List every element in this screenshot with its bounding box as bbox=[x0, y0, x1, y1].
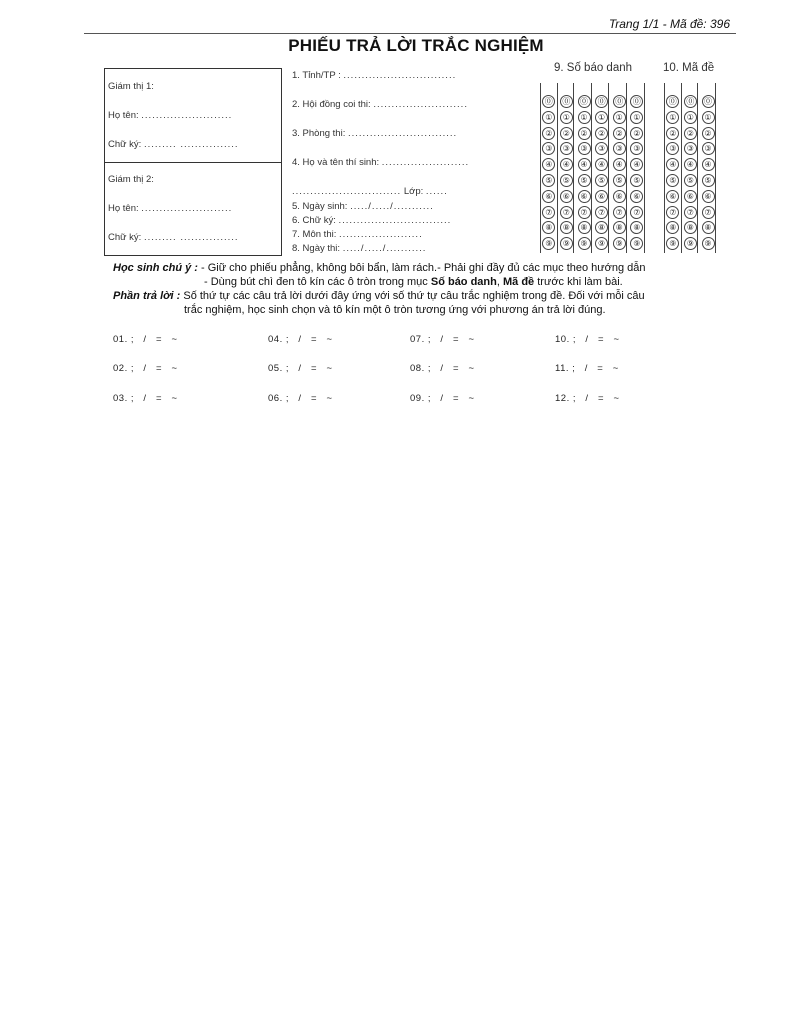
candidate-number-bubble[interactable]: ⑧ bbox=[560, 221, 573, 234]
exam-date-label: 8. Ngày thi: bbox=[292, 243, 341, 254]
answer-number: 05. bbox=[268, 363, 283, 374]
proctor-2-sign-label: Chữ ký: bbox=[108, 232, 142, 243]
exam-code-bubble[interactable]: ① bbox=[702, 111, 715, 124]
answer-choices[interactable]: ; / = ~ bbox=[285, 363, 333, 374]
exam-code-bubble[interactable]: ⑨ bbox=[666, 237, 679, 250]
exam-code-bubble[interactable]: ② bbox=[684, 127, 697, 140]
subject-input[interactable]: ....................... bbox=[339, 229, 423, 240]
class-label: Lớp: bbox=[403, 186, 424, 197]
answer-number: 01. bbox=[113, 334, 128, 345]
exam-code-grid bbox=[664, 83, 717, 253]
candidate-number-bubble[interactable]: ② bbox=[630, 127, 643, 140]
proctor-2-name-dots[interactable]: ......................... bbox=[141, 203, 233, 214]
candidate-number-bubble[interactable]: ④ bbox=[613, 158, 626, 171]
proctor-2-sign-dots[interactable]: ......... ................ bbox=[143, 232, 239, 243]
answer-row bbox=[410, 334, 475, 345]
exam-code-bubble[interactable]: ⑥ bbox=[702, 190, 715, 203]
room-field bbox=[292, 128, 457, 139]
page-code: Trang 1/1 - Mã đề: 396 bbox=[608, 17, 730, 31]
answer-note-line-1 bbox=[113, 290, 645, 302]
candidate-number-bubble[interactable]: ④ bbox=[578, 158, 591, 171]
candidate-number-bubble[interactable]: ① bbox=[595, 111, 608, 124]
student-note-exam-code: Mã đề bbox=[502, 276, 535, 288]
candidate-number-bubble[interactable]: ② bbox=[560, 127, 573, 140]
council-input[interactable]: .......................... bbox=[373, 99, 468, 110]
header-divider bbox=[84, 33, 736, 34]
signature-input[interactable]: ............................... bbox=[338, 215, 452, 226]
answer-row bbox=[113, 334, 178, 345]
answer-number: 03. bbox=[113, 393, 128, 404]
answer-number: 09. bbox=[410, 393, 425, 404]
answer-number: 07. bbox=[410, 334, 425, 345]
student-note-label: Học sinh chú ý : bbox=[113, 262, 198, 274]
candidate-number-bubble[interactable]: ⑧ bbox=[613, 221, 626, 234]
answer-choices[interactable]: ; / = ~ bbox=[285, 393, 333, 404]
candidate-number-bubble[interactable]: ⑧ bbox=[578, 221, 591, 234]
candidate-number-bubble[interactable]: ③ bbox=[560, 142, 573, 155]
candidate-number-bubble[interactable]: ③ bbox=[578, 142, 591, 155]
exam-code-bubble[interactable]: ⑤ bbox=[666, 174, 679, 187]
dob-label: 5. Ngày sinh: bbox=[292, 201, 348, 212]
candidate-number-bubble[interactable]: ⑤ bbox=[542, 174, 555, 187]
candidate-number-bubble[interactable]: ⑨ bbox=[542, 237, 555, 250]
subject-field bbox=[292, 229, 423, 240]
exam-code-bubble[interactable]: ⑦ bbox=[702, 206, 715, 219]
candidate-number-bubble[interactable]: ⑨ bbox=[560, 237, 573, 250]
candidate-number-bubble[interactable]: ⑦ bbox=[595, 206, 608, 219]
candidate-number-bubble[interactable]: ⑨ bbox=[630, 237, 643, 250]
candidate-number-bubble[interactable]: ⑥ bbox=[560, 190, 573, 203]
candidate-number-bubble[interactable]: ③ bbox=[542, 142, 555, 155]
candidate-number-bubble[interactable]: ⑦ bbox=[630, 206, 643, 219]
candidate-number-bubble[interactable]: ⑧ bbox=[542, 221, 555, 234]
exam-code-bubble[interactable]: ⑤ bbox=[684, 174, 697, 187]
exam-code-bubble[interactable]: ⑧ bbox=[702, 221, 715, 234]
candidate-number-bubble[interactable]: ⓪ bbox=[560, 95, 573, 108]
candidate-number-bubble[interactable]: ⓪ bbox=[613, 95, 626, 108]
candidate-number-bubble[interactable]: ⑨ bbox=[613, 237, 626, 250]
exam-code-bubble[interactable]: ② bbox=[666, 127, 679, 140]
candidate-number-grid bbox=[540, 83, 646, 253]
answer-choices[interactable]: ; / = ~ bbox=[572, 334, 620, 345]
exam-date-input[interactable]: ...../...../........... bbox=[342, 243, 427, 254]
subject-label: 7. Môn thi: bbox=[292, 229, 337, 240]
candidate-number-bubble[interactable]: ① bbox=[560, 111, 573, 124]
province-field bbox=[292, 70, 456, 81]
fullname-continuation-input[interactable]: .............................. bbox=[292, 186, 402, 197]
candidate-number-bubble[interactable]: ⓪ bbox=[542, 95, 555, 108]
exam-code-bubble[interactable]: ⓪ bbox=[684, 95, 697, 108]
answer-choices[interactable]: ; / = ~ bbox=[572, 363, 619, 374]
candidate-number-bubble[interactable]: ⑥ bbox=[613, 190, 626, 203]
exam-code-bubble[interactable]: ① bbox=[666, 111, 679, 124]
answer-number: 02. bbox=[113, 363, 128, 374]
candidate-number-bubble[interactable]: ⑤ bbox=[578, 174, 591, 187]
signature-label: 6. Chữ ký: bbox=[292, 215, 336, 226]
candidate-number-label: 9. Số báo danh bbox=[554, 62, 633, 74]
answer-choices[interactable]: ; / = ~ bbox=[427, 363, 475, 374]
signature-field bbox=[292, 215, 451, 226]
candidate-number-bubble[interactable]: ⑧ bbox=[595, 221, 608, 234]
proctor-2-sign bbox=[108, 232, 239, 243]
answer-note-text-1: Số thứ tự các câu trả lời dưới đây ứng với số thứ tự câu trắc nghiệm trong đề. Đối với mỗi câu bbox=[183, 290, 645, 302]
proctor-1-label: Giám thị 1: bbox=[108, 81, 154, 92]
fullname-label: 4. Họ và tên thí sinh: bbox=[292, 157, 380, 168]
candidate-number-bubble[interactable]: ⑨ bbox=[595, 237, 608, 250]
exam-code-bubble[interactable]: ① bbox=[684, 111, 697, 124]
answer-choices[interactable]: ; / = ~ bbox=[572, 393, 620, 404]
exam-code-bubble[interactable]: ④ bbox=[702, 158, 715, 171]
candidate-number-bubble[interactable]: ⑨ bbox=[578, 237, 591, 250]
answer-note-label: Phần trả lời : bbox=[113, 290, 181, 302]
student-note-line-1 bbox=[113, 262, 646, 274]
candidate-number-bubble[interactable]: ② bbox=[595, 127, 608, 140]
proctor-1-sign-dots[interactable]: ......... ................ bbox=[143, 139, 239, 150]
room-label: 3. Phòng thi: bbox=[292, 128, 346, 139]
student-note-text-2a: - Dùng bút chì đen tô kín các ô tròn trong mục bbox=[204, 276, 428, 288]
exam-code-bubble[interactable]: ③ bbox=[702, 142, 715, 155]
answer-row bbox=[555, 393, 620, 404]
candidate-number-bubble[interactable]: ⑥ bbox=[595, 190, 608, 203]
exam-code-bubble[interactable]: ⓪ bbox=[666, 95, 679, 108]
answer-number: 10. bbox=[555, 334, 570, 345]
exam-code-label: 10. Mã đề bbox=[663, 62, 715, 74]
answer-row bbox=[113, 393, 178, 404]
answer-number: 11. bbox=[555, 363, 570, 374]
answer-choices[interactable]: ; / = ~ bbox=[427, 393, 475, 404]
candidate-number-bubble[interactable]: ② bbox=[613, 127, 626, 140]
fullname-field bbox=[292, 157, 469, 168]
room-input[interactable]: .............................. bbox=[348, 128, 458, 139]
candidate-number-bubble[interactable]: ⑦ bbox=[560, 206, 573, 219]
candidate-number-bubble[interactable]: ⑤ bbox=[595, 174, 608, 187]
candidate-number-bubble[interactable]: ⑦ bbox=[542, 206, 555, 219]
proctor-1-sign bbox=[108, 139, 239, 150]
student-note-line-2 bbox=[204, 276, 623, 288]
dob-field bbox=[292, 201, 434, 212]
answer-number: 12. bbox=[555, 393, 570, 404]
province-input[interactable]: ............................... bbox=[343, 70, 457, 81]
dob-input[interactable]: ...../...../........... bbox=[350, 201, 434, 212]
candidate-number-bubble[interactable]: ④ bbox=[595, 158, 608, 171]
candidate-number-bubble[interactable]: ⑤ bbox=[630, 174, 643, 187]
exam-code-bubble[interactable]: ⑨ bbox=[702, 237, 715, 250]
proctor-2-name bbox=[108, 203, 232, 214]
candidate-number-bubble[interactable]: ⓪ bbox=[630, 95, 643, 108]
answer-choices[interactable]: ; / = ~ bbox=[130, 334, 178, 345]
answer-number: 08. bbox=[410, 363, 425, 374]
answer-row bbox=[268, 393, 333, 404]
exam-code-bubble[interactable]: ⑥ bbox=[684, 190, 697, 203]
proctor-2-label: Giám thị 2: bbox=[108, 174, 154, 185]
candidate-number-bubble[interactable]: ⑤ bbox=[560, 174, 573, 187]
candidate-number-bubble[interactable]: ④ bbox=[542, 158, 555, 171]
answer-number: 06. bbox=[268, 393, 283, 404]
exam-code-bubble[interactable]: ② bbox=[702, 127, 715, 140]
exam-code-bubble[interactable]: ⑤ bbox=[702, 174, 715, 187]
student-note-candidate-no: Số báo danh bbox=[430, 276, 497, 288]
class-input[interactable]: ...... bbox=[425, 186, 448, 197]
page-title: PHIẾU TRẢ LỜI TRẮC NGHIỆM bbox=[288, 36, 544, 55]
exam-code-bubble[interactable]: ⑧ bbox=[684, 221, 697, 234]
answer-row bbox=[113, 363, 178, 374]
answer-choices[interactable]: ; / = ~ bbox=[285, 334, 333, 345]
candidate-number-bubble[interactable]: ① bbox=[578, 111, 591, 124]
exam-code-bubble[interactable]: ⑧ bbox=[666, 221, 679, 234]
proctor-2-name-label: Họ tên: bbox=[108, 203, 139, 214]
exam-code-bubble[interactable]: ④ bbox=[684, 158, 697, 171]
exam-code-bubble[interactable]: ⓪ bbox=[702, 95, 715, 108]
candidate-number-bubble[interactable]: ⑥ bbox=[630, 190, 643, 203]
candidate-number-bubble[interactable]: ⑤ bbox=[613, 174, 626, 187]
candidate-number-bubble[interactable]: ① bbox=[613, 111, 626, 124]
answer-row bbox=[410, 363, 475, 374]
answer-choices[interactable]: ; / = ~ bbox=[130, 363, 178, 374]
candidate-number-bubble[interactable]: ④ bbox=[560, 158, 573, 171]
council-field bbox=[292, 99, 468, 110]
answer-note-line-2: trắc nghiệm, học sinh chọn và tô kín một ô tròn tương ứng với phương án trả lời đúng. bbox=[184, 304, 606, 316]
student-note-text-2e: trước khi làm bài. bbox=[537, 276, 623, 288]
candidate-number-bubble[interactable]: ② bbox=[578, 127, 591, 140]
candidate-number-bubble[interactable]: ① bbox=[542, 111, 555, 124]
candidate-number-bubble[interactable]: ③ bbox=[613, 142, 626, 155]
candidate-number-bubble[interactable]: ③ bbox=[595, 142, 608, 155]
province-label: 1. Tỉnh/TP : bbox=[292, 70, 341, 81]
proctor-1-name-label: Họ tên: bbox=[108, 110, 139, 121]
fullname-input[interactable]: ........................ bbox=[381, 157, 470, 168]
answer-row bbox=[410, 393, 475, 404]
proctor-1-box bbox=[104, 68, 282, 163]
candidate-number-bubble[interactable]: ⑥ bbox=[578, 190, 591, 203]
council-label: 2. Hội đồng coi thi: bbox=[292, 99, 371, 110]
candidate-number-bubble[interactable]: ⑦ bbox=[578, 206, 591, 219]
answer-row bbox=[555, 363, 619, 374]
candidate-number-bubble[interactable]: ⑦ bbox=[613, 206, 626, 219]
proctor-1-name-dots[interactable]: ......................... bbox=[141, 110, 233, 121]
candidate-number-bubble[interactable]: ⑥ bbox=[542, 190, 555, 203]
answer-row bbox=[555, 334, 620, 345]
candidate-number-bubble[interactable]: ⑧ bbox=[630, 221, 643, 234]
exam-code-bubble[interactable]: ④ bbox=[666, 158, 679, 171]
candidate-number-bubble[interactable]: ⓪ bbox=[595, 95, 608, 108]
student-note-text-1: - Giữ cho phiếu phẳng, không bôi bẩn, làm rách.- Phải ghi đầy đủ các mục theo hướng dẫn bbox=[201, 262, 646, 274]
answer-choices[interactable]: ; / = ~ bbox=[427, 334, 475, 345]
candidate-number-bubble[interactable]: ② bbox=[542, 127, 555, 140]
exam-code-bubble[interactable]: ⑨ bbox=[684, 237, 697, 250]
candidate-number-bubble[interactable]: ⓪ bbox=[578, 95, 591, 108]
answer-choices[interactable]: ; / = ~ bbox=[130, 393, 178, 404]
exam-code-bubble[interactable]: ③ bbox=[666, 142, 679, 155]
exam-code-bubble[interactable]: ⑥ bbox=[666, 190, 679, 203]
answer-number: 04. bbox=[268, 334, 283, 345]
proctor-2-box bbox=[104, 162, 282, 256]
class-field bbox=[292, 186, 448, 197]
exam-date-field bbox=[292, 243, 426, 254]
exam-code-bubble[interactable]: ⑦ bbox=[666, 206, 679, 219]
student-note-comma: , bbox=[496, 276, 500, 288]
answer-row bbox=[268, 363, 333, 374]
candidate-number-bubble[interactable]: ③ bbox=[630, 142, 643, 155]
proctor-1-name bbox=[108, 110, 232, 121]
exam-code-bubble[interactable]: ③ bbox=[684, 142, 697, 155]
candidate-number-bubble[interactable]: ④ bbox=[630, 158, 643, 171]
exam-code-bubble[interactable]: ⑦ bbox=[684, 206, 697, 219]
proctor-1-sign-label: Chữ ký: bbox=[108, 139, 142, 150]
candidate-number-bubble[interactable]: ① bbox=[630, 111, 643, 124]
answer-row bbox=[268, 334, 333, 345]
